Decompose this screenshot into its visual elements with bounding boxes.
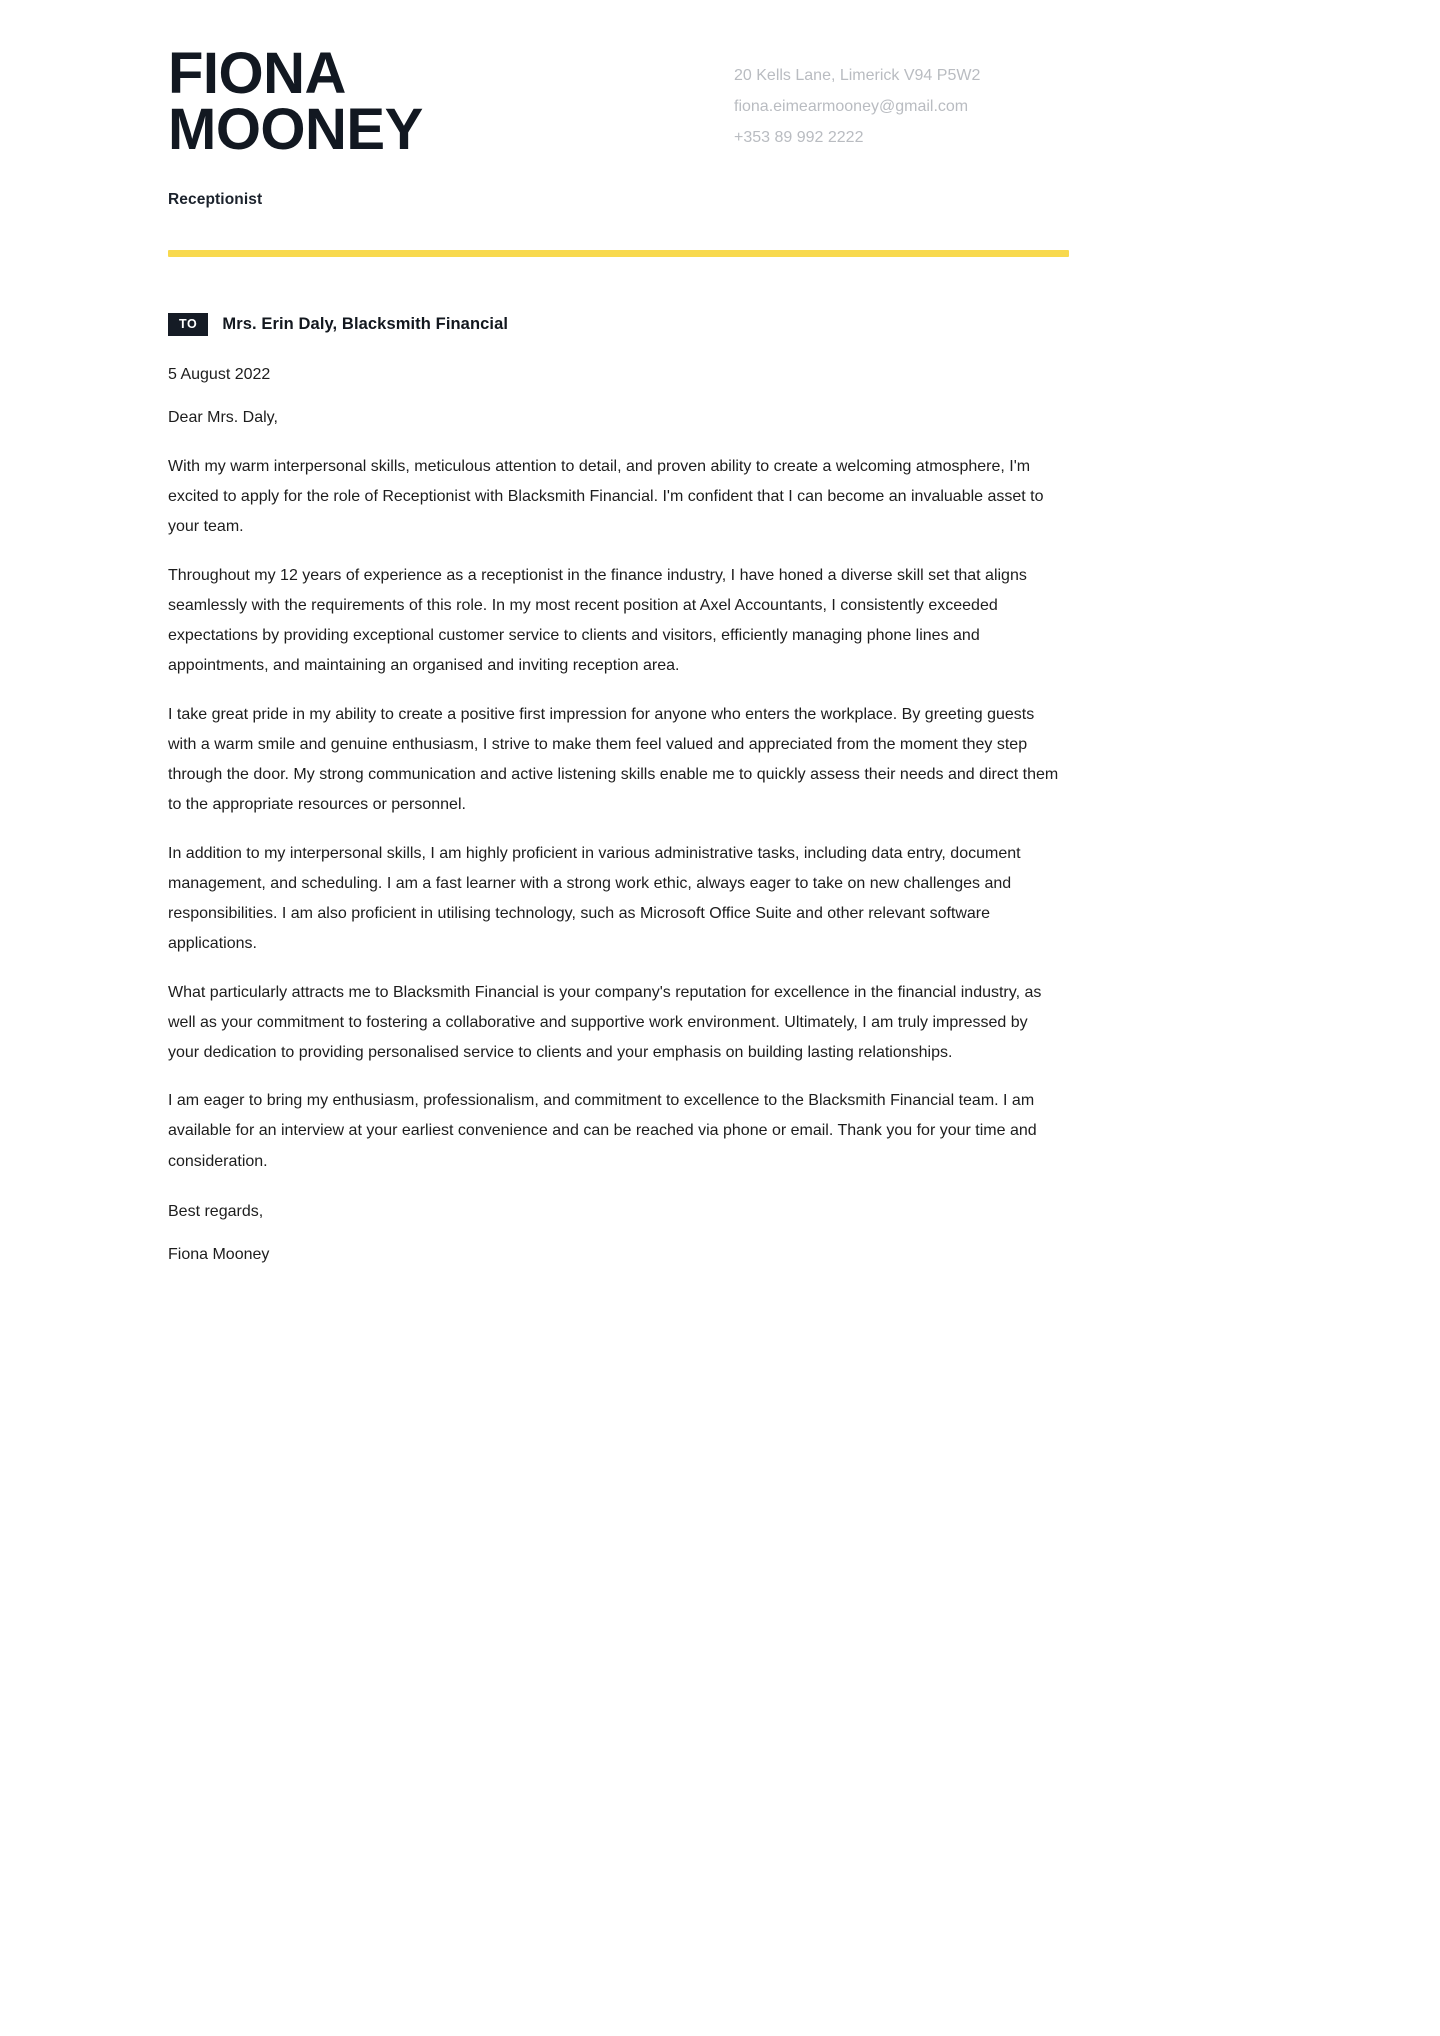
letter-header [160,0,1280,209]
recipient-row [168,313,1061,337]
body-paragraph: Throughout my 12 years of experience as a receptionist in the finance industry, I have honed a diverse skill set that aligns seamlessly with the requirements of this role. In my most recent position at Axel Accountants, I consistently exceeded expectations by providing exceptional customer service to clients and visitors, efficiently managing phone lines and appointments, and maintaining an organised and inviting reception area. [168,566,1027,675]
contact-email[interactable]: fiona.eimearmooney@gmail.com [734,98,969,116]
to-badge: TO [168,313,208,337]
salutation: Dear Mrs. Daly, [168,409,278,426]
first-name: FIONA [168,41,346,106]
divider-wrapper [160,209,1280,257]
body-paragraph: I take great pride in my ability to create a positive first impression for anyone who enters the workplace. By greeting guests with a warm smile and genuine enthusiasm, I strive to make them feel valued and appreciated from the moment they step through the door. My strong communication and active listening skills enable me to quickly assess their needs and direct them to the appropriate resources or personnel. [168,705,1059,814]
body-paragraph: What particularly attracts me to Blacksmith Financial is your company's reputation for excellence in the financial industry, as well as your commitment to fostering a collaborative and supportive work environment. Ultimately, I am truly impressed by your dedication to providing personalised service to clients and your emphasis on building lasting relationships. [168,983,1042,1061]
identity-block [160,41,650,209]
accent-divider [168,250,1069,257]
cover-letter-page [160,0,1280,1264]
body-paragraph: I am eager to bring my enthusiasm, professionalism, and commitment to excellence to the Blacksmith Financial team. I am available for an interview at your earliest convenience and can be reached via phone or email. Thank you for your time and consideration. [168,1092,1037,1170]
last-name: MOONEY [168,97,423,163]
letter-date: 5 August 2022 [168,366,271,383]
body-paragraph: In addition to my interpersonal skills, I am highly proficient in various administrative tasks, including data entry, document management, and scheduling. I am a fast learner with a strong work ethic, always eager to take on new challenges and responsibilities. I am also proficient in utilising technology, such as Microsoft Office Suite and other relevant software applications. [168,844,1021,953]
recipient-name: Mrs. Erin Daly, Blacksmith Financial [222,314,509,333]
contact-address: 20 Kells Lane, Limerick V94 P5W2 [734,67,981,84]
body-paragraph: With my warm interpersonal skills, meticulous attention to detail, and proven ability to create a welcoming atmosphere, I'm excited to apply for the role of Receptionist with Blacksmith Financial. I'm confident that I can become an invaluable asset to your team. [168,458,1044,536]
closing-line: Best regards, [168,1202,264,1220]
letter-body [160,257,1061,1264]
signature-name: Fiona Mooney [168,1245,270,1263]
contact-block [650,46,1280,154]
contact-phone[interactable]: +353 89 992 2222 [734,129,864,147]
job-title: Receptionist [168,190,263,208]
